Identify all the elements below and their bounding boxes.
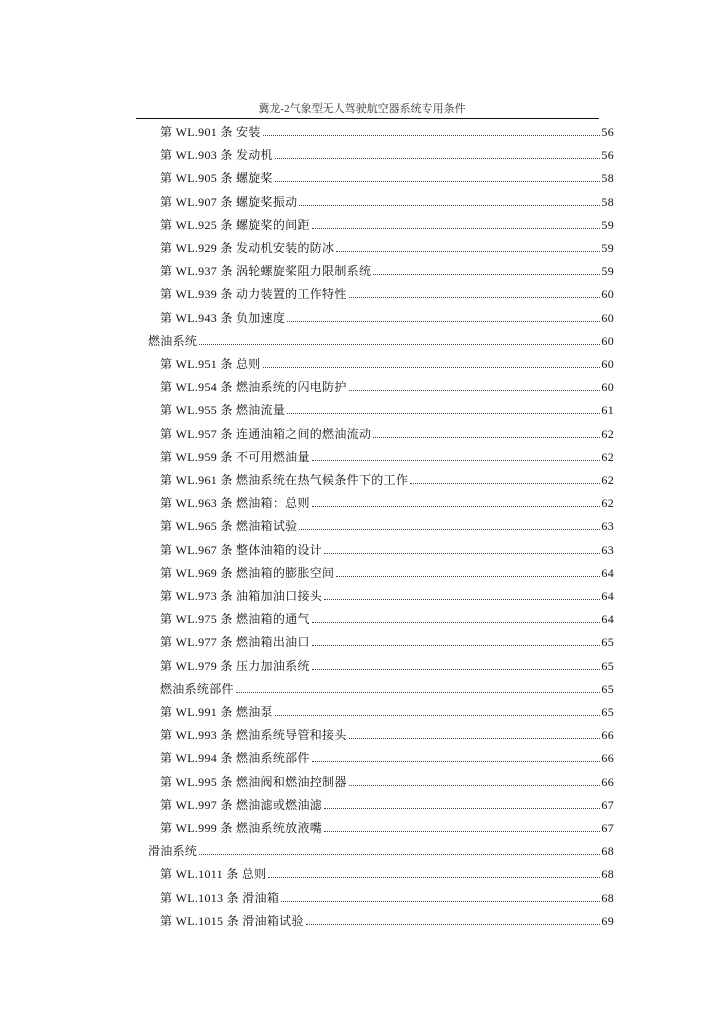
dot-leader: [287, 412, 600, 414]
toc-entry-page: 60: [601, 333, 614, 348]
toc-entry[interactable]: [148, 839, 614, 859]
toc-entry-label: 第 WL.979 条 压力加油系统: [160, 658, 310, 673]
toc-entry-page: 56: [601, 125, 614, 139]
dot-leader: [373, 436, 600, 438]
toc-entry[interactable]: [160, 700, 614, 720]
dot-leader: [299, 528, 600, 530]
dot-leader: [349, 389, 601, 391]
dot-leader: [324, 830, 600, 832]
toc-entry-page: 65: [601, 681, 614, 696]
toc-entry-label: 第 WL.954 条 燃油系统的闪电防护: [160, 380, 347, 395]
toc-entry[interactable]: [160, 862, 614, 882]
toc-entry-page: 59: [601, 264, 614, 279]
toc-entry-page: 64: [601, 612, 614, 627]
toc-entry-label: 第 WL.939 条 动力装置的工作特性: [160, 287, 347, 302]
dot-leader: [324, 807, 600, 809]
toc-entry-page: 65: [601, 705, 614, 719]
toc-entry-label: 第 WL.955 条 燃油流量: [160, 403, 286, 418]
toc-entry-page: 62: [601, 449, 614, 464]
toc-entry-page: 60: [601, 380, 614, 395]
toc-entry[interactable]: [160, 816, 614, 836]
toc-entry[interactable]: [160, 282, 614, 302]
dot-leader: [312, 505, 601, 507]
dot-leader: [410, 482, 600, 484]
toc-entry[interactable]: [160, 166, 614, 186]
toc-entry-label: 第 WL.1015 条 滑油箱试验: [160, 913, 304, 928]
dot-leader: [199, 343, 600, 345]
toc-entry[interactable]: [160, 306, 614, 326]
toc-entry-page: 63: [601, 519, 614, 534]
toc-entry-page: 58: [601, 194, 614, 209]
toc-entry-page: 67: [601, 821, 614, 835]
dot-leader: [275, 157, 601, 159]
toc-entry[interactable]: [160, 213, 614, 233]
toc-entry[interactable]: [160, 190, 614, 210]
toc-entry-page: 69: [601, 913, 614, 928]
toc-entry-page: 62: [601, 426, 614, 441]
toc-entry-page: 59: [601, 241, 614, 255]
toc-entry[interactable]: [148, 329, 614, 349]
toc-entry[interactable]: [160, 886, 614, 906]
toc-entry[interactable]: [160, 445, 614, 465]
toc-entry[interactable]: [160, 561, 614, 581]
toc-entry[interactable]: [160, 793, 614, 813]
toc-entry-page: 68: [601, 867, 614, 882]
toc-entry-page: 64: [601, 589, 614, 603]
toc-entry-label: 第 WL.967 条 整体油箱的设计: [160, 542, 323, 557]
toc-entry-page: 64: [601, 565, 614, 580]
toc-entry-label: 第 WL.977 条 燃油箱出油口: [160, 635, 310, 650]
toc-entry-label: 第 WL.961 条 燃油系统在热气候条件下的工作: [160, 473, 409, 487]
toc-entry[interactable]: [160, 746, 614, 766]
dot-leader: [299, 204, 600, 206]
toc-entry-page: 61: [601, 403, 614, 418]
toc-entry-label: 第 WL.963 条 燃油箱：总则: [160, 496, 310, 511]
toc-entry[interactable]: [160, 120, 614, 140]
toc-entry-page: 68: [601, 844, 614, 859]
dot-leader: [275, 180, 601, 182]
toc-entry-label: 第 WL.951 条 总则: [160, 357, 261, 371]
toc-entry[interactable]: [160, 352, 614, 372]
toc-entry-label: 第 WL.907 条 螺旋桨振动: [160, 194, 298, 209]
dot-leader: [263, 134, 601, 136]
toc-entry[interactable]: [160, 607, 614, 627]
dot-leader: [199, 853, 600, 855]
dot-leader: [349, 296, 601, 298]
dot-leader: [263, 366, 601, 368]
toc-entry-label: 第 WL.965 条 燃油箱试验: [160, 519, 298, 534]
dot-leader: [336, 575, 600, 577]
toc-entry-label: 燃油系统: [148, 333, 198, 348]
toc-entry-page: 60: [601, 310, 614, 325]
toc-entry-page: 59: [601, 217, 614, 232]
page-header: 冀龙-2气象型无人驾驶航空器系统专用条件: [258, 103, 466, 115]
toc-entry[interactable]: [160, 236, 614, 256]
toc-entry[interactable]: [160, 538, 614, 558]
dot-leader: [281, 900, 600, 902]
toc-entry-page: 66: [601, 751, 614, 766]
dot-leader: [312, 760, 601, 762]
toc-entry-label: 第 WL.1011 条 总则: [160, 867, 267, 882]
toc-entry[interactable]: [160, 398, 614, 418]
dot-leader: [236, 691, 601, 693]
toc-entry-label: 第 WL.969 条 燃油箱的膨胀空间: [160, 565, 335, 580]
toc-entry[interactable]: [160, 143, 614, 163]
toc-entry[interactable]: [160, 375, 614, 395]
toc-entry[interactable]: [160, 630, 614, 650]
toc-entry-label: 第 WL.993 条 燃油系统导管和接头: [160, 728, 347, 743]
toc-entry-page: 56: [601, 148, 614, 163]
toc-entry-label: 第 WL.973 条 油箱加油口接头: [160, 589, 323, 603]
toc-entry-label: 第 WL.929 条 发动机安装的防冰: [160, 241, 335, 255]
dot-leader: [324, 552, 600, 554]
toc-entry-page: 66: [601, 774, 614, 789]
toc-entry-page: 60: [601, 287, 614, 302]
toc-entry-page: 63: [601, 542, 614, 557]
toc-entry[interactable]: [160, 909, 614, 929]
toc-entry-label: 第 WL.991 条 燃油泵: [160, 705, 273, 719]
toc-entry-label: 第 WL.994 条 燃油系统部件: [160, 751, 310, 766]
dot-leader: [349, 784, 601, 786]
toc-entry[interactable]: [160, 723, 614, 743]
dot-leader: [324, 598, 600, 600]
toc-entry-page: 65: [601, 635, 614, 650]
toc-entry-label: 第 WL.1013 条 滑油箱: [160, 890, 280, 905]
toc-entry-page: 67: [601, 797, 614, 812]
dot-leader: [287, 320, 600, 322]
toc-entry-label: 第 WL.903 条 发动机: [160, 148, 273, 163]
toc-entry-label: 第 WL.901 条 安装: [160, 125, 261, 139]
toc-entry[interactable]: [160, 259, 614, 279]
dot-leader: [268, 876, 600, 878]
toc-entry-label: 第 WL.995 条 燃油阀和燃油控制器: [160, 774, 347, 789]
toc-entry[interactable]: [160, 584, 614, 604]
toc-entry-label: 第 WL.937 条 涡轮螺旋桨阻力限制系统: [160, 264, 372, 279]
dot-leader: [312, 644, 601, 646]
toc-entry-label: 第 WL.957 条 连通油箱之间的燃油流动: [160, 426, 372, 441]
toc-entry[interactable]: [160, 677, 614, 697]
dot-leader: [312, 668, 601, 670]
toc-entry[interactable]: [160, 422, 614, 442]
toc-entry[interactable]: [160, 770, 614, 790]
toc-entry-label: 第 WL.959 条 不可用燃油量: [160, 449, 310, 464]
header-rule: [136, 118, 599, 119]
toc-entry-page: 65: [601, 658, 614, 673]
toc-entry-label: 第 WL.925 条 螺旋桨的间距: [160, 217, 310, 232]
toc-entry-label: 第 WL.997 条 燃油滤或燃油滤: [160, 797, 323, 812]
dot-leader: [306, 923, 601, 925]
toc-entry-page: 66: [601, 728, 614, 743]
dot-leader: [312, 459, 601, 461]
dot-leader: [336, 250, 600, 252]
toc-entry-page: 60: [601, 357, 614, 371]
toc-entry-label: 第 WL.905 条 螺旋桨: [160, 171, 273, 186]
toc-entry[interactable]: [160, 468, 614, 488]
dot-leader: [312, 227, 601, 229]
toc-entry-label: 第 WL.943 条 负加速度: [160, 310, 286, 325]
toc-entry-page: 58: [601, 171, 614, 186]
toc-entry-page: 62: [601, 473, 614, 487]
toc-entry[interactable]: [160, 654, 614, 674]
toc-entry-label: 第 WL.975 条 燃油箱的通气: [160, 612, 310, 627]
dot-leader: [275, 714, 601, 716]
dot-leader: [373, 273, 600, 275]
toc-entry[interactable]: [160, 491, 614, 511]
toc-entry-page: 62: [601, 496, 614, 511]
toc-entry-label: 燃油系统部件: [160, 681, 234, 696]
toc-entry-page: 68: [601, 890, 614, 905]
toc-entry-label: 滑油系统: [148, 844, 198, 859]
toc-entry[interactable]: [160, 514, 614, 534]
dot-leader: [349, 737, 601, 739]
toc-entry-label: 第 WL.999 条 燃油系统放液嘴: [160, 821, 323, 835]
dot-leader: [312, 621, 601, 623]
